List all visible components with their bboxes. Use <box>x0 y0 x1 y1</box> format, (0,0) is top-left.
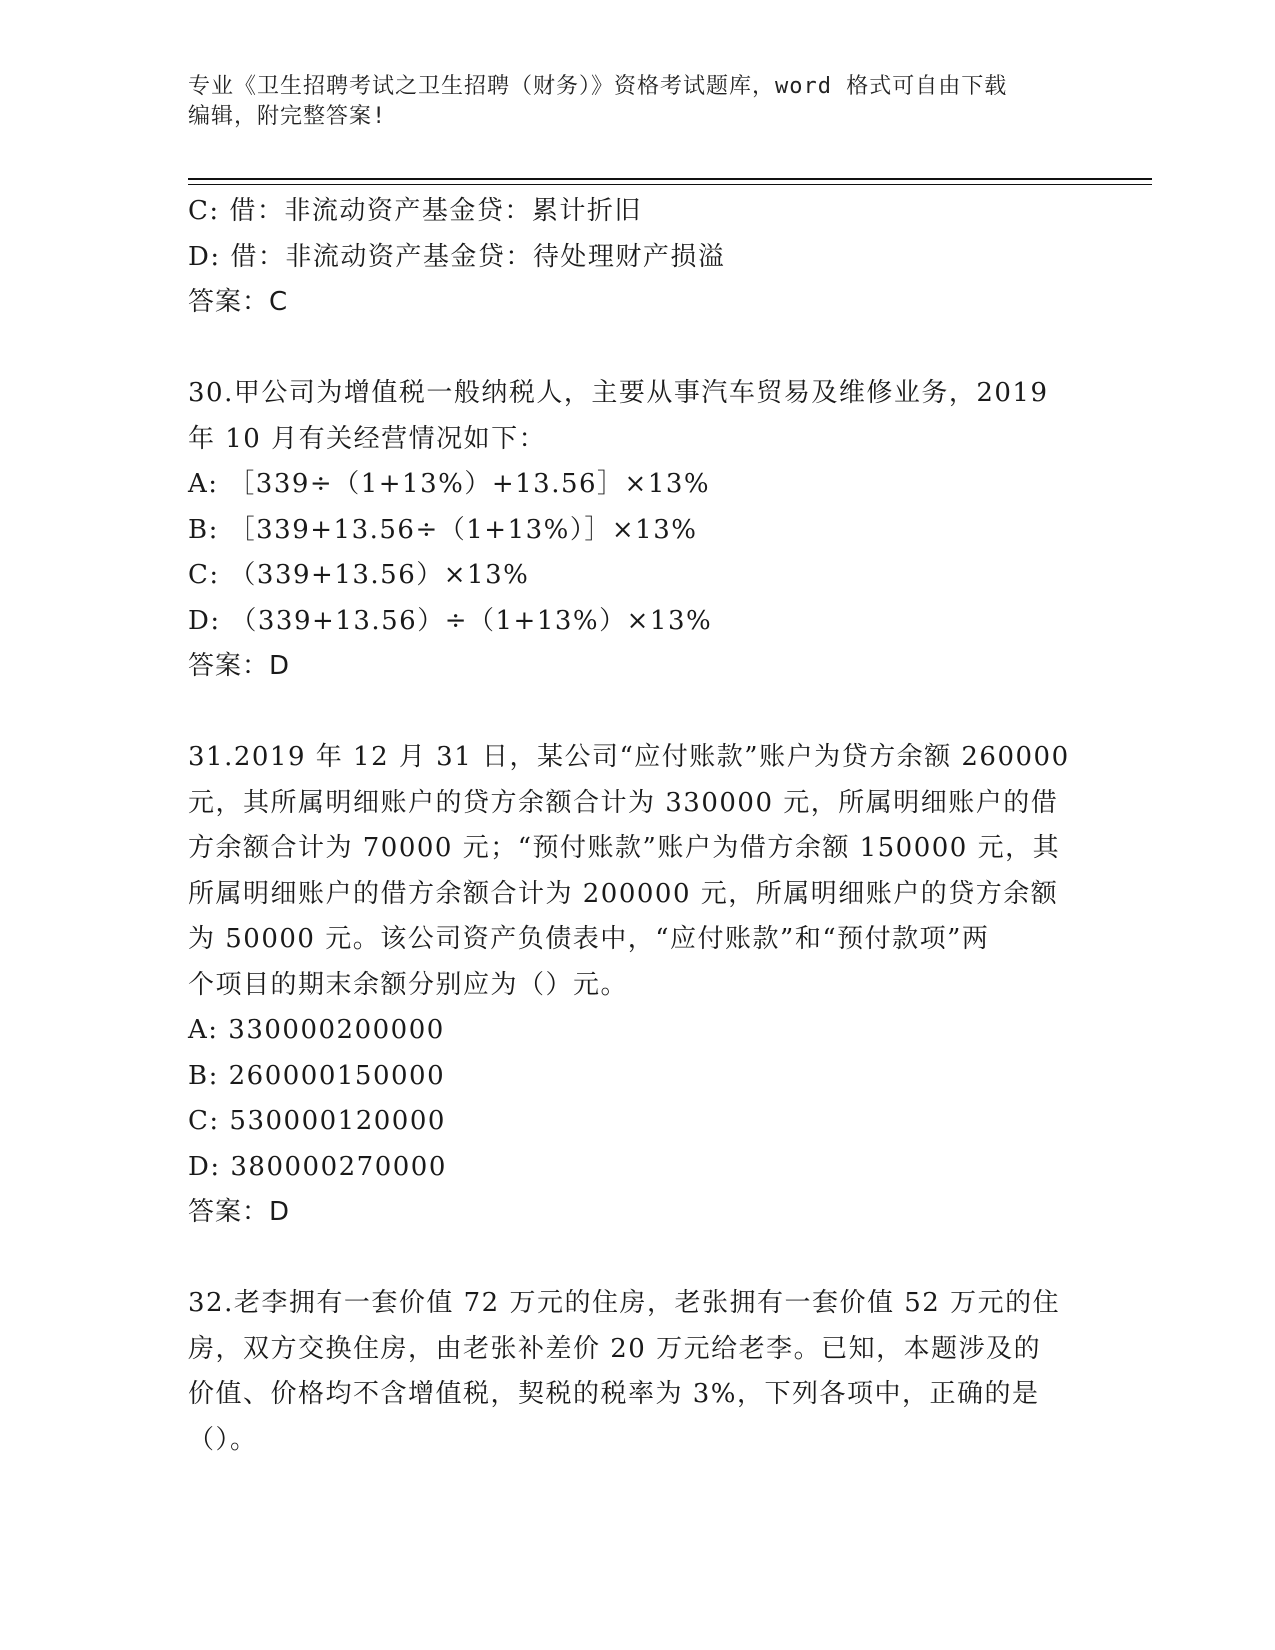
document-header <box>188 72 1068 132</box>
q30-option-a: A: ［339÷（1+13%）+13.56］×13% <box>188 469 711 499</box>
q32-stem-line-2: 房，双方交换住房，由老张补差价 20 万元给老李。已知，本题涉及的 <box>188 1333 1042 1364</box>
q32-stem-line-3: 价值、价格均不含增值税，契税的税率为 3%，下列各项中，正确的是 <box>188 1379 1040 1409</box>
q32-stem-line-1: 32.老李拥有一套价值 72 万元的住房，老张拥有一套价值 52 万元的住 <box>188 1288 1061 1318</box>
question-31 <box>188 735 1088 1236</box>
q30-answer: 答案：D <box>188 651 291 681</box>
q30-option-b: B: ［339+13.56÷（1+13%）］×13% <box>188 514 698 545</box>
q31-option-d: D: 380000270000 <box>188 1151 447 1182</box>
header-divider-thick <box>188 178 1152 180</box>
q29-option-c: C: 借：非流动资产基金贷：累计折旧 <box>188 196 642 226</box>
q31-answer: 答案：D <box>188 1197 291 1227</box>
spacer <box>188 326 1088 372</box>
q30-option-d: D: （339+13.56）÷（1+13%）×13% <box>188 605 713 636</box>
q31-option-c: C: 530000120000 <box>188 1106 446 1136</box>
question-32 <box>188 1281 1088 1463</box>
q31-stem-line-6: 个项目的期末余额分别应为（）元。 <box>188 969 629 1000</box>
spacer <box>188 690 1088 736</box>
q30-stem-line-2: 年 10 月有关经营情况如下： <box>188 423 547 454</box>
q30-stem-line-1: 30.甲公司为增值税一般纳税人，主要从事汽车贸易及维修业务，2019 <box>188 378 1049 408</box>
q31-option-b: B: 260000150000 <box>188 1060 446 1091</box>
q31-stem-line-1: 31.2019 年 12 月 31 日，某公司“应付账款”账户为贷方余额 260000 <box>188 742 1070 772</box>
q31-option-a: A: 330000200000 <box>188 1015 445 1045</box>
q31-stem-line-2: 元，其所属明细账户的贷方余额合计为 330000 元，所属明细账户的借 <box>188 787 1059 818</box>
q29-option-d: D: 借：非流动资产基金贷：待处理财产损溢 <box>188 241 726 272</box>
header-divider-thin <box>188 184 1152 185</box>
document-body <box>188 189 1088 1463</box>
q31-stem-line-5: 为 50000 元。该公司资产负债表中，“应付账款”和“预付款项”两 <box>188 924 990 954</box>
q29-answer: 答案：C <box>188 287 289 317</box>
spacer <box>188 1236 1088 1282</box>
q31-stem-line-3: 方余额合计为 70000 元；“预付账款”账户为借方余额 150000 元，其 <box>188 833 1061 863</box>
question-30 <box>188 371 1088 690</box>
q30-option-c: C: （339+13.56）×13% <box>188 560 530 590</box>
q31-stem-line-4: 所属明细账户的借方余额合计为 200000 元，所属明细账户的贷方余额 <box>188 878 1059 909</box>
header-line-1: 专业《卫生招聘考试之卫生招聘（财务）》资格考试题库，word 格式可自由下载 <box>188 74 1008 99</box>
q32-stem-line-4: （）。 <box>188 1424 258 1455</box>
header-line-2: 编辑，附完整答案! <box>188 104 387 129</box>
